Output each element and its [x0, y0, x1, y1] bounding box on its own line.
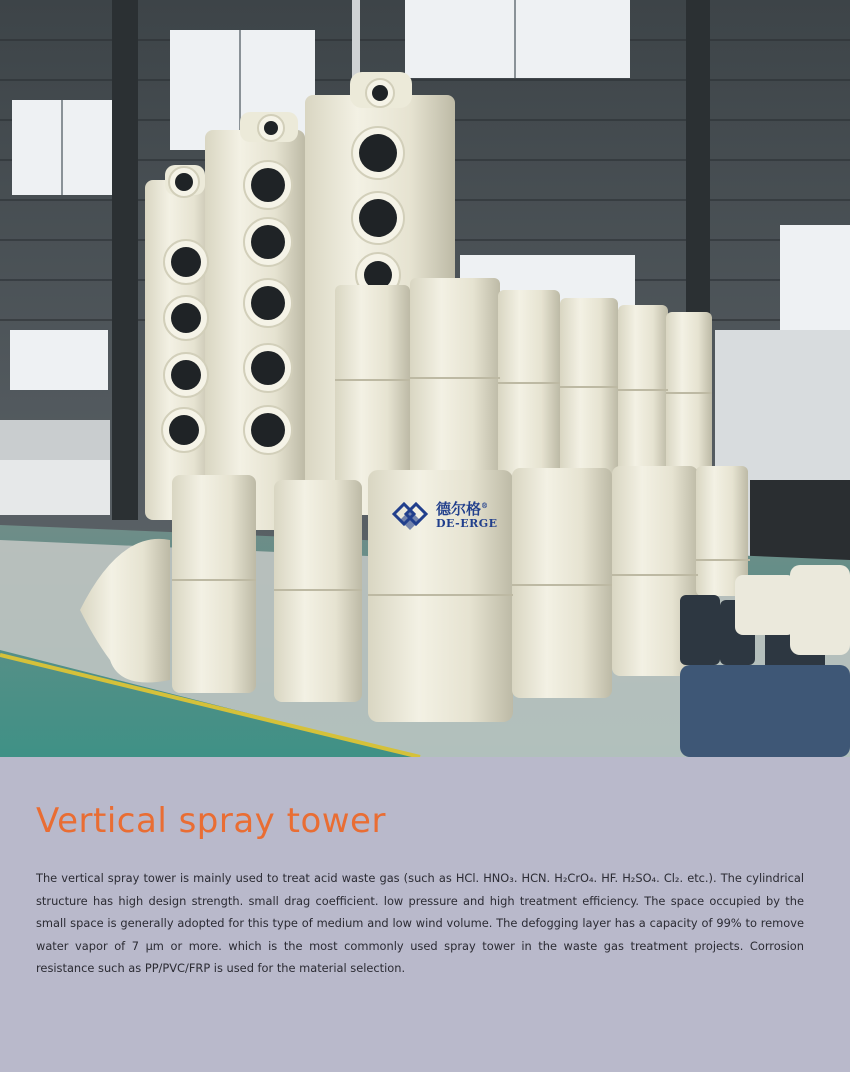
product-description: The vertical spray tower is mainly used to treat acid waste gas (such as HCl. HNO₃. HCN. H₂CrO₄. HF. H₂SO₄. Cl₂. etc.). The cylindrical structure has high design strength. small drag coefficient. low pressure and high treatment efficiency. The space occupied by the small space is generally adopted for this type of medium and low wind volume. The defogging layer has a capacity of 99% to remove water vapor of 7 μm or more. which is the most commonly used spray tower in the waste gas treatment projects. Corrosion resistance such as PP/PVC/FRP is used for the material selection.	[36, 871, 804, 975]
brand-name-chinese: 德尔格®	[436, 500, 489, 518]
brand-name-english: DE-ERGE	[436, 517, 498, 530]
brand-logo	[392, 498, 498, 530]
product-title: Vertical spray tower	[36, 801, 386, 841]
brand-mark-icon	[392, 498, 430, 530]
product-description-section	[0, 757, 850, 1072]
